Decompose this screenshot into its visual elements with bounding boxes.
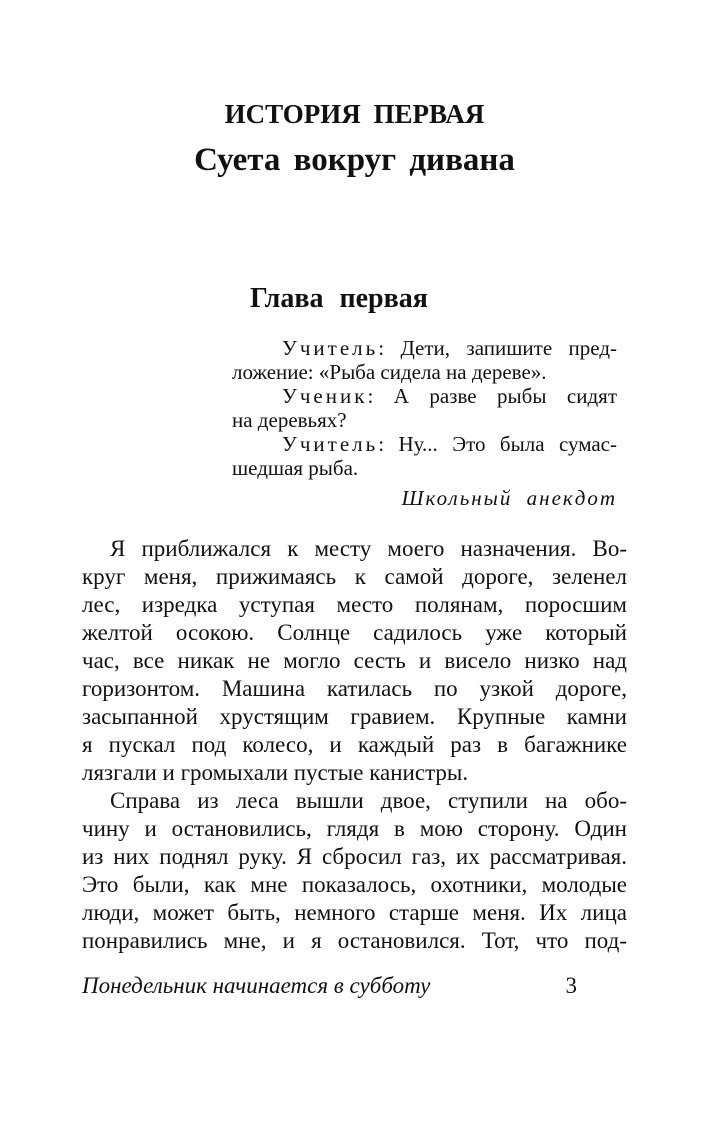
page-number: 3 — [565, 973, 577, 998]
speaker-name: Учитель — [282, 432, 379, 456]
epigraph-line — [232, 360, 617, 384]
text-line: круг меня, прижимаясь к самой дороге, зеленел — [82, 564, 627, 589]
text-line: желтой осокою. Солнце садилось уже который — [82, 620, 627, 645]
epigraph-text: шедшая рыба. — [232, 456, 359, 480]
epigraph-text: : Дети, запишите пред- — [378, 336, 617, 360]
epigraph-line — [232, 456, 617, 480]
epigraph-attribution: Школьный анекдот — [401, 486, 617, 510]
speaker-name: Учитель — [282, 336, 379, 360]
epigraph-line — [232, 336, 617, 360]
page-footer — [82, 972, 627, 1000]
epigraph-line — [232, 408, 617, 432]
epigraph-text: : А разве рыбы сидят — [367, 384, 617, 408]
text-line: из них поднял руку. Я сбросил газ, их рассматривая. — [82, 844, 627, 869]
story-title: ИСТОРИЯ ПЕРВАЯ — [224, 99, 485, 129]
text-line: Справа из леса вышли двое, ступили на обо- — [110, 788, 627, 813]
running-title: Понедельник начинается в субботу — [82, 973, 431, 998]
text-line: лязгали и громыхали пустые канистры. — [82, 760, 469, 785]
text-line: чину и остановились, глядя в мою сторону. Один — [82, 816, 627, 841]
text-line: люди, может быть, немного старше меня. Их лица — [82, 900, 627, 925]
epigraph-text: на деревьях? — [232, 408, 347, 432]
text-line: засыпанной хрустящим гравием. Крупные камни — [82, 704, 627, 729]
text-line: лес, изредка уступая место полянам, поросшим — [82, 592, 627, 617]
text-line: я пускал под колесо, и каждый раз в багажнике — [82, 732, 627, 757]
text-line: час, все никак не могло сесть и висело низко над — [82, 648, 627, 673]
text-line: Это были, как мне показалось, охотники, молодые — [82, 872, 627, 897]
text-line: понравились мне, и я остановился. Тот, что под- — [82, 928, 627, 953]
text-line: горизонтом. Машина катилась по узкой дороге, — [82, 676, 627, 701]
chapter-heading: Глава первая — [250, 283, 428, 314]
epigraph-line — [232, 384, 617, 408]
text-line: Я приближался к месту моего назначения. Во- — [110, 536, 627, 561]
body-text — [82, 535, 627, 955]
speaker-name: Ученик — [282, 384, 368, 408]
epigraph — [232, 336, 617, 510]
story-subtitle: Суета вокруг дивана — [194, 142, 515, 178]
epigraph-text: : Ну... Это была сумас- — [378, 432, 617, 456]
epigraph-line — [232, 432, 617, 456]
epigraph-text: ложение: «Рыба сидела на дереве». — [232, 360, 547, 384]
